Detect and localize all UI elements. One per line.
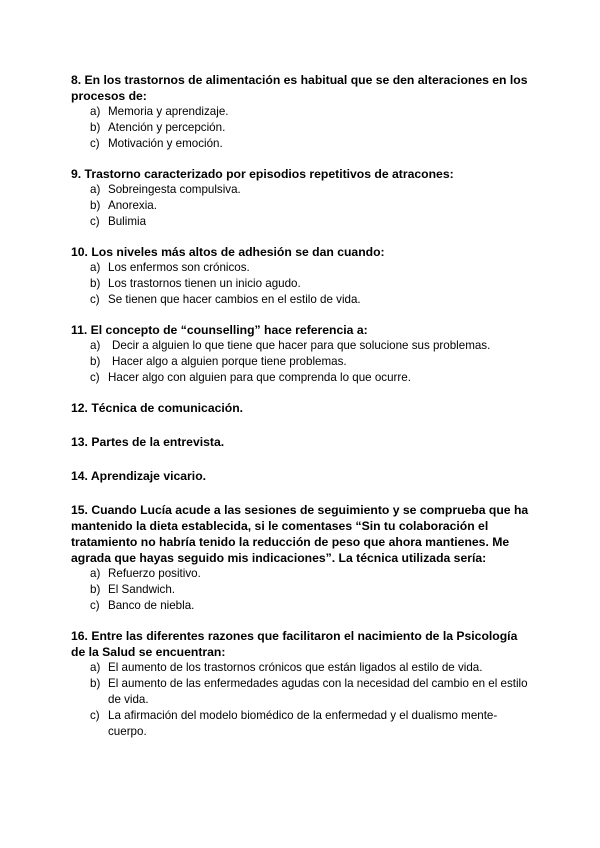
- question-text: 11. El concepto de “counselling” hace referencia a:: [71, 323, 368, 337]
- option-letter: a): [90, 105, 101, 118]
- option-text: Sobreingesta compulsiva.: [108, 183, 241, 196]
- option-list: [71, 338, 531, 386]
- option-letter: a): [90, 567, 101, 580]
- option-letter: b): [90, 277, 101, 290]
- option-letter: c): [90, 137, 100, 150]
- option-text: Bulimia: [108, 215, 147, 228]
- option: [71, 198, 531, 214]
- option-list: [71, 182, 531, 230]
- option-letter: a): [90, 661, 101, 674]
- option-text: Los trastornos tienen un inicio agudo.: [108, 277, 301, 290]
- question-text: 15. Cuando Lucía acude a las sesiones de seguimiento y se comprueba que ha mantenido la dieta establecida, si le comentases “Sin tu colaboración el tratamiento no habría tenido la reducción de peso que ahora mantienes. Me agrada que hayas seguido mis indicaciones”. La técnica utilizada sería:: [71, 503, 529, 565]
- question-text: 9. Trastorno caracterizado por episodios repetitivos de atracones:: [71, 167, 454, 181]
- option-letter: c): [90, 215, 100, 228]
- option-list: [71, 104, 531, 152]
- option-letter: c): [90, 293, 100, 306]
- option: [71, 182, 531, 198]
- option-text: Atención y percepción.: [108, 121, 226, 134]
- option: [71, 676, 531, 708]
- question-13: [71, 434, 531, 450]
- question-text: 16. Entre las diferentes razones que facilitaron el nacimiento de la Psicología de la Salud se encuentran:: [71, 629, 518, 659]
- question-11: [71, 322, 531, 386]
- option: [71, 566, 531, 582]
- question-12: [71, 400, 531, 416]
- option-text: Los enfermos son crónicos.: [108, 261, 250, 274]
- option-letter: b): [90, 121, 101, 134]
- option-text: Decir a alguien lo que tiene que hacer para que solucione sus problemas.: [112, 339, 491, 352]
- option: [71, 354, 531, 370]
- option-text: Motivación y emoción.: [108, 137, 223, 150]
- question-text: 12. Técnica de comunicación.: [71, 401, 244, 415]
- option-text: Memoria y aprendizaje.: [108, 105, 229, 118]
- document-page: [71, 72, 531, 754]
- option-text: El aumento de los trastornos crónicos que están ligados al estilo de vida.: [108, 661, 483, 674]
- option-letter: c): [90, 599, 100, 612]
- option: [71, 598, 531, 614]
- option-letter: a): [90, 261, 101, 274]
- option-list: [71, 260, 531, 308]
- option-letter: b): [90, 677, 101, 690]
- option-letter: b): [90, 355, 101, 368]
- option: [71, 708, 531, 740]
- option-letter: c): [90, 371, 100, 384]
- question-10: [71, 244, 531, 308]
- option-list: [71, 660, 531, 740]
- option-letter: b): [90, 199, 101, 212]
- option-letter: c): [90, 709, 100, 722]
- option-text: Anorexia.: [108, 199, 157, 212]
- option: [71, 370, 531, 386]
- option: [71, 660, 531, 676]
- question-9: [71, 166, 531, 230]
- question-16: [71, 628, 531, 740]
- option-text: La afirmación del modelo biomédico de la enfermedad y el dualismo mente-cuerpo.: [108, 709, 498, 738]
- option-text: Se tienen que hacer cambios en el estilo de vida.: [108, 293, 361, 306]
- option-text: El Sandwich.: [108, 583, 176, 596]
- question-text: 14. Aprendizaje vicario.: [71, 469, 207, 483]
- option: [71, 260, 531, 276]
- option: [71, 292, 531, 308]
- option-text: Hacer algo a alguien porque tiene problemas.: [112, 355, 347, 368]
- option: [71, 214, 531, 230]
- question-text: 13. Partes de la entrevista.: [71, 435, 225, 449]
- option-text: Refuerzo positivo.: [108, 567, 201, 580]
- option: [71, 276, 531, 292]
- question-8: [71, 72, 531, 152]
- option-text: Hacer algo con alguien para que comprenda lo que ocurre.: [108, 371, 411, 384]
- option-letter: b): [90, 583, 101, 596]
- question-15: [71, 502, 531, 614]
- option: [71, 582, 531, 598]
- option-letter: a): [90, 339, 101, 352]
- question-14: [71, 468, 531, 484]
- option: [71, 338, 531, 354]
- option-list: [71, 566, 531, 614]
- option-letter: a): [90, 183, 101, 196]
- option: [71, 136, 531, 152]
- question-text: 10. Los niveles más altos de adhesión se dan cuando:: [71, 245, 385, 259]
- option-text: El aumento de las enfermedades agudas con la necesidad del cambio en el estilo de vida.: [108, 677, 528, 706]
- option-text: Banco de niebla.: [108, 599, 195, 612]
- option: [71, 120, 531, 136]
- option: [71, 104, 531, 120]
- question-text: 8. En los trastornos de alimentación es habitual que se den alteraciones en los procesos de:: [71, 73, 528, 103]
